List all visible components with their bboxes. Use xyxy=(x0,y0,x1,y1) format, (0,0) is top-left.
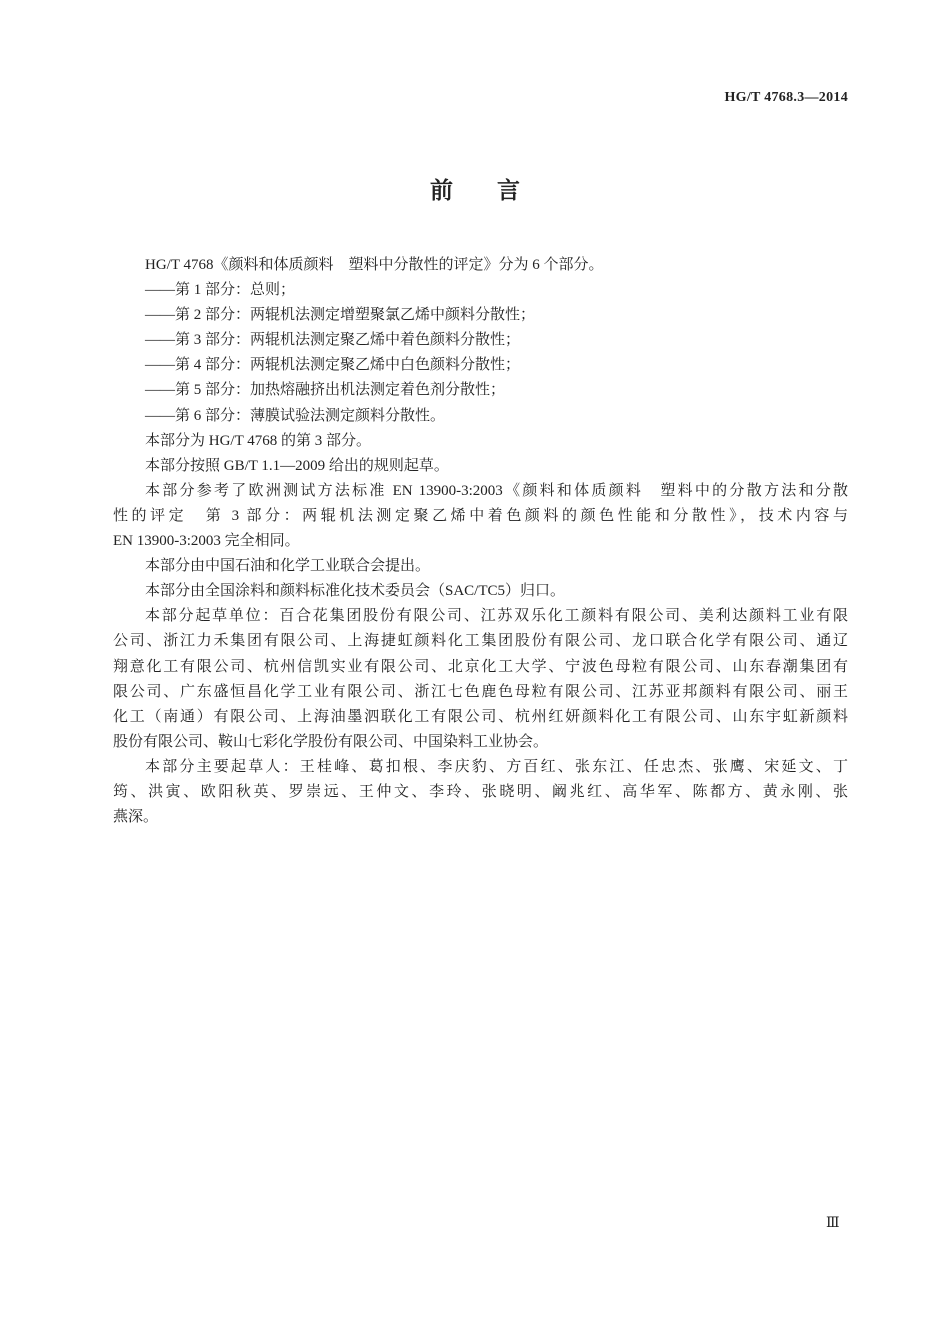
paragraph-line: 燕深。 xyxy=(113,809,159,826)
foreword-body xyxy=(113,253,848,830)
paragraph-line: 本部分按照 GB/T 1.1—2009 给出的规则起草。 xyxy=(145,457,449,474)
paragraph-line: 本部分由中国石油和化学工业联合会提出。 xyxy=(145,558,431,575)
paragraph-line: 本部分为 HG/T 4768 的第 3 部分。 xyxy=(145,432,371,449)
paragraph-line: 本部分参考了欧洲测试方法标准 EN 13900-3:2003《颜料和体质颜料 塑料中的分散方法和分散 xyxy=(145,482,848,499)
paragraph xyxy=(113,353,848,378)
paragraph-line: ——第 4 部分：两辊机法测定聚乙烯中白色颜料分散性； xyxy=(145,357,521,374)
paragraph xyxy=(113,278,848,303)
paragraph-line: 股份有限公司、鞍山七彩化学股份有限公司、中国染料工业协会。 xyxy=(113,733,549,750)
paragraph xyxy=(113,253,848,278)
paragraph xyxy=(113,454,848,479)
paragraph xyxy=(113,328,848,353)
paragraph-line: ——第 6 部分：薄膜试验法测定颜料分散性。 xyxy=(145,407,446,424)
paragraph xyxy=(113,755,848,830)
paragraph-line: 化工（南通）有限公司、上海油墨泗联化工有限公司、杭州红妍颜料化工有限公司、山东宇虹新颜料 xyxy=(113,708,848,725)
paragraph xyxy=(113,479,848,554)
paragraph-line: EN 13900-3:2003 完全相同。 xyxy=(113,533,300,550)
paragraph xyxy=(113,378,848,403)
paragraph-line: 性的评定 第 3 部分：两辊机法测定聚乙烯中着色颜料的颜色性能和分散性》，技术内容与 xyxy=(113,507,848,524)
paragraph-line: 翔意化工有限公司、杭州信凯实业有限公司、北京化工大学、宁波色母粒有限公司、山东春潮集团有 xyxy=(113,658,848,675)
paragraph xyxy=(113,404,848,429)
paragraph-line: ——第 5 部分：加热熔融挤出机法测定着色剂分散性； xyxy=(145,382,506,399)
paragraph-line: 本部分由全国涂料和颜料标准化技术委员会（SAC/TC5）归口。 xyxy=(145,583,566,600)
paragraph xyxy=(113,604,848,755)
paragraph-line: 限公司、广东盛恒昌化学工业有限公司、浙江七色鹿色母粒有限公司、江苏亚邦颜料有限公司、丽王 xyxy=(113,683,848,700)
page-number: Ⅲ xyxy=(826,1216,840,1231)
paragraph-line: 本部分起草单位：百合花集团股份有限公司、江苏双乐化工颜料有限公司、美利达颜料工业有限 xyxy=(145,608,848,625)
paragraph-line: HG/T 4768《颜料和体质颜料 塑料中分散性的评定》分为 6 个部分。 xyxy=(145,257,604,273)
paragraph-line: ——第 3 部分：两辊机法测定聚乙烯中着色颜料分散性； xyxy=(145,332,521,349)
paragraph-line: ——第 1 部分：总则； xyxy=(145,282,296,299)
paragraph xyxy=(113,579,848,604)
paragraph-line: ——第 2 部分：两辊机法测定增塑聚氯乙烯中颜料分散性； xyxy=(145,307,536,324)
paragraph-line: 本部分主要起草人：王桂峰、葛扣根、李庆豹、方百红、张东江、任忠杰、张鹰、宋延文、丁 xyxy=(145,758,848,775)
paragraph xyxy=(113,429,848,454)
paragraph xyxy=(113,303,848,328)
standard-number-header: HG/T 4768.3—2014 xyxy=(724,90,848,105)
paragraph-line: 公司、浙江力禾集团有限公司、上海捷虹颜料化工集团股份有限公司、龙口联合化学有限公司、通辽 xyxy=(113,633,848,650)
paragraph-line: 筠、洪寅、欧阳秋英、罗崇远、王仲文、李玲、张晓明、阚兆红、高华军、陈都方、黄永刚、张 xyxy=(113,783,848,800)
paragraph xyxy=(113,554,848,579)
page-title: 前言 xyxy=(430,178,564,204)
